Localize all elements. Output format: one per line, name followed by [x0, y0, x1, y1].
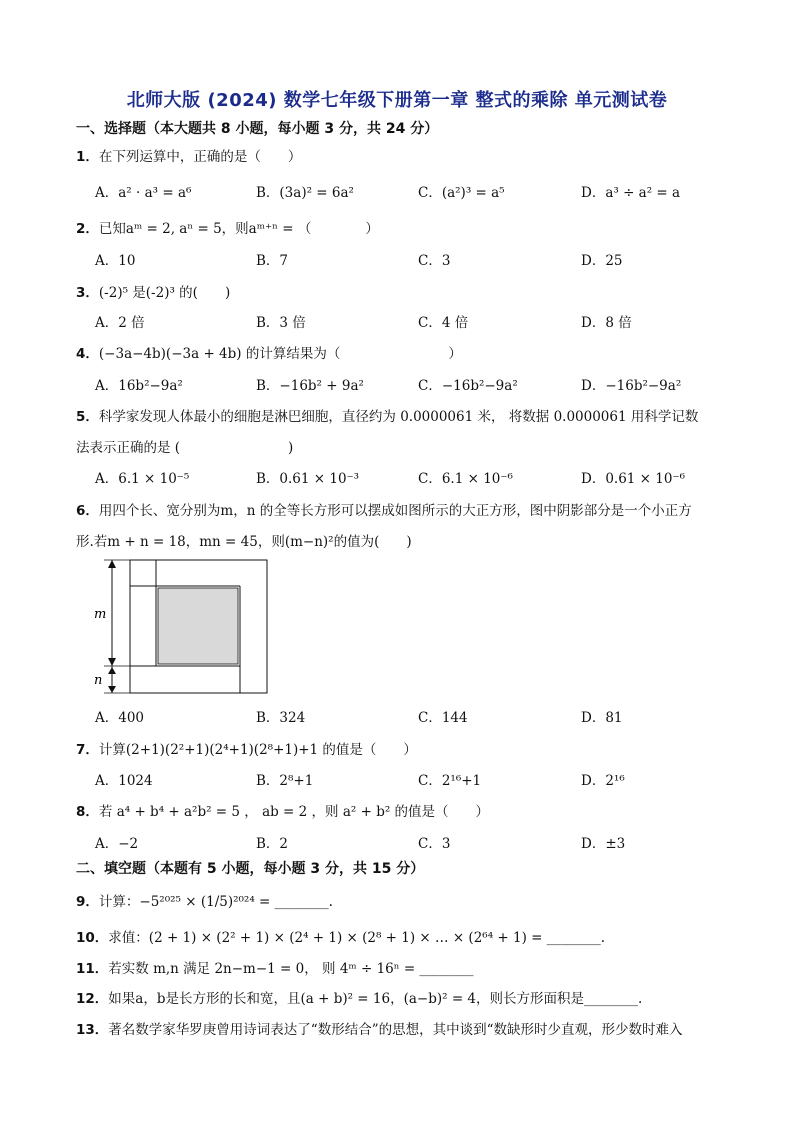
question-2-options	[95, 249, 735, 269]
question-text: 计算：−5²⁰²⁵ × (1/5)²⁰²⁴ = ________.	[98, 894, 333, 910]
option-a[interactable]: A．2 倍	[95, 315, 145, 331]
question-number: 10．	[76, 930, 109, 946]
question-number: 2．	[76, 221, 99, 237]
option-c[interactable]: C．3	[418, 836, 451, 852]
option-a[interactable]: A．−2	[95, 836, 139, 852]
option-a[interactable]: A．16b²−9a²	[95, 378, 183, 394]
question-number: 4．	[76, 346, 99, 362]
question-3-options	[95, 311, 735, 331]
question-2	[76, 217, 379, 237]
question-text: 著名数学家华罗庚曾用诗词表达了“数形结合”的思想，其中谈到“数缺形时少直观，形少数时难入	[108, 1022, 683, 1038]
option-d[interactable]: D．−16b²−9a²	[581, 378, 682, 394]
label-n: n	[94, 673, 103, 688]
option-d[interactable]: D．8 倍	[581, 315, 632, 331]
question-text: 若实数 m,n 满足 2n−m−1 = 0， 则 4ᵐ ÷ 16ⁿ = ________	[108, 961, 474, 977]
option-c[interactable]: C．3	[418, 253, 451, 269]
question-text: 已知aᵐ = 2, aⁿ = 5，则aᵐ⁺ⁿ = （ ）	[98, 221, 379, 237]
question-3	[76, 281, 230, 301]
question-11	[76, 957, 474, 977]
option-b[interactable]: B．7	[256, 253, 289, 269]
question-1-options	[95, 181, 735, 201]
question-7	[76, 738, 417, 758]
section-fill-heading: 二、填空题（本题有 5 小题，每小题 3 分，共 15 分）	[76, 861, 425, 877]
question-1	[76, 145, 301, 165]
option-a[interactable]: A．10	[95, 253, 136, 269]
option-b[interactable]: B．3 倍	[256, 315, 306, 331]
question-5-line-2: 法表示正确的是 ( )	[76, 440, 294, 456]
question-8-options	[95, 832, 735, 852]
option-d[interactable]: D．25	[581, 253, 623, 269]
option-a[interactable]: A．6.1 × 10⁻⁵	[95, 471, 190, 487]
question-10	[76, 926, 605, 946]
question-9	[76, 890, 333, 910]
question-12	[76, 987, 642, 1007]
option-c[interactable]: C．4 倍	[418, 315, 469, 331]
question-text: 求值：(2 + 1) × (2² + 1) × (2⁴ + 1) × (2⁸ + 1) × … × (2⁶⁴ + 1) = ________.	[108, 930, 606, 946]
question-number: 3．	[76, 285, 99, 301]
question-number: 12．	[76, 991, 109, 1007]
option-b[interactable]: B．−16b² + 9a²	[256, 378, 364, 394]
question-text: 在下列运算中，正确的是（ ）	[98, 149, 302, 165]
question-number: 8．	[76, 804, 99, 820]
question-number: 13．	[76, 1022, 109, 1038]
option-b[interactable]: B．2	[256, 836, 289, 852]
option-c[interactable]: C．−16b²−9a²	[418, 378, 518, 394]
option-c[interactable]: C．2¹⁶+1	[418, 773, 482, 789]
question-text: (-2)⁵ 是(-2)³ 的( )	[98, 285, 231, 301]
question-5	[76, 405, 698, 425]
option-b[interactable]: B．324	[256, 710, 306, 726]
question-7-options	[95, 769, 735, 789]
option-a[interactable]: A．a² · a³ = a⁶	[95, 185, 192, 201]
question-4	[76, 342, 462, 362]
question-number: 11．	[76, 961, 109, 977]
option-c[interactable]: C．(a²)³ = a⁵	[418, 185, 505, 201]
question-text: 计算(2+1)(2²+1)(2⁴+1)(2⁸+1)+1 的值是（ ）	[98, 742, 417, 758]
option-c[interactable]: C．6.1 × 10⁻⁶	[418, 471, 513, 487]
question-text: 如果a，b是长方形的长和宽，且(a + b)² = 16，(a−b)² = 4，则长方形面积是________.	[108, 991, 643, 1007]
question-text: 用四个长、宽分别为m，n 的全等长方形可以摆成如图所示的大正方形，图中阴影部分是一个小正方	[98, 503, 692, 519]
shaded-inner-square	[158, 588, 238, 664]
question-number: 7．	[76, 742, 99, 758]
option-b[interactable]: B．(3a)² = 6a²	[256, 185, 354, 201]
section-choice-heading: 一、选择题（本大题共 8 小题，每小题 3 分，共 24 分）	[76, 121, 439, 137]
exam-title: 北师大版 (2024) 数学七年级下册第一章 整式的乘除 单元测试卷	[126, 90, 668, 111]
square-figure	[90, 558, 280, 698]
question-number: 5．	[76, 409, 99, 425]
option-a[interactable]: A．1024	[95, 773, 153, 789]
question-6	[76, 499, 692, 519]
question-4-options	[95, 374, 735, 394]
question-13	[76, 1018, 683, 1038]
question-8	[76, 800, 489, 820]
option-d[interactable]: D．a³ ÷ a² = a	[581, 185, 681, 201]
question-5-options	[95, 467, 735, 487]
question-number: 1．	[76, 149, 99, 165]
question-6-line-2: 形.若m + n = 18，mn = 45，则(m−n)²的值为( )	[76, 534, 412, 550]
question-text: 若 a⁴ + b⁴ + a²b² = 5 ， ab = 2 ，则 a² + b² 的值是（ ）	[98, 804, 490, 820]
option-d[interactable]: D．81	[581, 710, 623, 726]
option-a[interactable]: A．400	[95, 710, 145, 726]
option-b[interactable]: B．0.61 × 10⁻³	[256, 471, 360, 487]
question-text: 科学家发现人体最小的细胞是淋巴细胞，直径约为 0.0000061 米， 将数据 0.0000061 用科学记数	[98, 409, 699, 425]
question-6-options	[95, 706, 735, 726]
option-d[interactable]: D．2¹⁶	[581, 773, 625, 789]
question-number: 9．	[76, 894, 99, 910]
question-text: (−3a−4b)(−3a + 4b) 的计算结果为（ ）	[98, 346, 462, 362]
option-b[interactable]: B．2⁸+1	[256, 773, 314, 789]
option-d[interactable]: D．0.61 × 10⁻⁶	[581, 471, 685, 487]
option-d[interactable]: D．±3	[581, 836, 626, 852]
option-c[interactable]: C．144	[418, 710, 468, 726]
question-number: 6．	[76, 503, 99, 519]
label-m: m	[94, 607, 107, 622]
